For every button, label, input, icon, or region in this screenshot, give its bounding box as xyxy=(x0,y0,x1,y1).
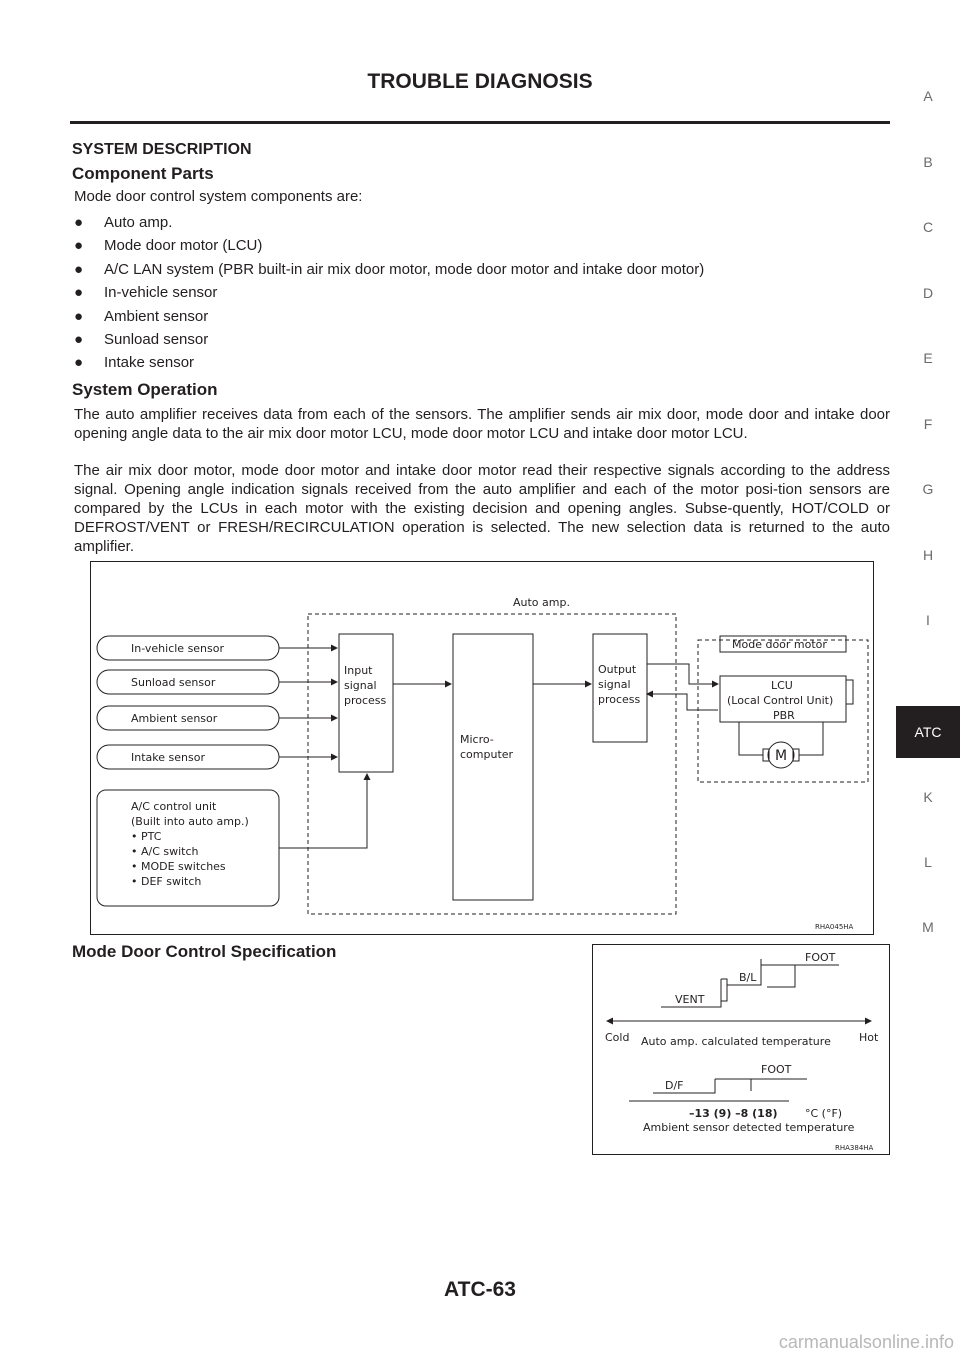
output-block-line: process xyxy=(598,693,641,706)
side-index-item[interactable]: L xyxy=(924,854,932,870)
spec-cold-label: Cold xyxy=(605,1031,630,1044)
side-index-item[interactable]: G xyxy=(922,481,934,497)
side-index-item[interactable]: A xyxy=(923,88,933,104)
system-operation-paragraph-1: The auto amplifier receives data from each of the sensors. The amplifier sends air mix door, mode door and intake door opening angle data to the air mix door motor LCU, mode door motor LCU and intake door motor LCU. xyxy=(74,406,890,442)
spec-diagram-figure xyxy=(592,944,890,1155)
spec-foot-label: FOOT xyxy=(805,951,836,964)
spec-bottom-axis-label: Ambient sensor detected temperature xyxy=(643,1121,855,1134)
lcu-line: PBR xyxy=(773,709,795,722)
spec-unit-label: °C (°F) xyxy=(805,1107,843,1120)
side-index-item[interactable]: D xyxy=(922,285,934,301)
input-block-line: signal xyxy=(344,679,377,692)
auto-amp-label: Auto amp. xyxy=(513,596,570,609)
list-item: ● Ambient sensor xyxy=(74,305,704,328)
sensor-label: Intake sensor xyxy=(131,751,205,764)
bullet-icon: ● xyxy=(74,307,84,325)
spec-hot-label: Hot xyxy=(859,1031,879,1044)
spec-top-axis-label: Auto amp. calculated temperature xyxy=(641,1035,831,1048)
component-parts-title: Component Parts xyxy=(72,164,214,183)
spec-vent-label: VENT xyxy=(675,993,705,1006)
motor-icon: M xyxy=(775,748,788,764)
list-item: ● In-vehicle sensor xyxy=(74,281,704,304)
list-item: ● Auto amp. xyxy=(74,211,704,234)
control-unit-line: (Built into auto amp.) xyxy=(131,815,249,828)
bullet-icon: ● xyxy=(74,260,84,278)
output-block-line: Output xyxy=(598,663,637,676)
list-item: ● Sunload sensor xyxy=(74,328,704,351)
spec-df-label: D/F xyxy=(665,1079,684,1092)
figure-code: RHA384HA xyxy=(835,1144,874,1152)
bullet-icon: ● xyxy=(74,330,84,348)
sensor-label: Ambient sensor xyxy=(131,712,218,725)
spec-foot-label-2: FOOT xyxy=(761,1063,792,1076)
side-index-item[interactable]: F xyxy=(923,416,933,432)
page-header-title: TROUBLE DIAGNOSIS xyxy=(367,70,593,93)
list-item: ● Mode door motor (LCU) xyxy=(74,234,704,257)
input-block-line: Input xyxy=(344,664,373,677)
micro-block-line: computer xyxy=(460,748,514,761)
block-diagram-figure xyxy=(90,561,874,935)
section-title: SYSTEM DESCRIPTION xyxy=(72,141,252,158)
side-index-item[interactable]: M xyxy=(922,919,934,935)
bullet-icon: ● xyxy=(74,237,84,255)
control-unit-line: • DEF switch xyxy=(131,875,202,888)
control-unit-line: A/C control unit xyxy=(131,800,217,813)
side-index xyxy=(896,88,960,948)
block-diagram-svg xyxy=(91,562,873,934)
side-index-item-active[interactable]: ATC xyxy=(896,706,960,758)
bullet-icon: ● xyxy=(74,284,84,302)
side-index-item[interactable]: B xyxy=(923,154,933,170)
side-index-item[interactable]: I xyxy=(926,612,930,628)
bullet-icon: ● xyxy=(74,214,84,231)
watermark: carmanualsonline.info xyxy=(778,1332,954,1352)
mode-door-motor-label: Mode door motor xyxy=(732,638,827,651)
side-index-item[interactable]: C xyxy=(922,219,934,235)
sensor-label: In-vehicle sensor xyxy=(131,642,225,655)
figure-code: RHA045HA xyxy=(815,923,854,931)
micro-block-line: Micro- xyxy=(460,733,494,746)
control-unit-line: • MODE switches xyxy=(131,860,226,873)
spec-diagram-svg xyxy=(593,945,889,1154)
list-item: ● Intake sensor xyxy=(74,351,704,374)
side-index-item[interactable]: H xyxy=(922,547,934,563)
system-operation-paragraph-2: The air mix door motor, mode door motor and intake door motor read their respective signals according to the address signal. Opening angle indication signals received from the auto amplifier and each of the motor posi-tion sensors are compared by the LCUs in each motor with the existing decision and opening angles. Subse-quently, HOT/COLD or DEFROST/VENT or FRESH/RECIRCULATION operation is selected. The new selection data is returned to the auto amplifier. xyxy=(74,462,890,555)
side-index-item[interactable]: E xyxy=(923,350,933,366)
bullet-icon: ● xyxy=(74,354,84,372)
component-list xyxy=(74,211,704,375)
lcu-line: LCU xyxy=(771,679,793,692)
side-index-item[interactable]: K xyxy=(923,789,933,805)
component-parts-intro: Mode door control system components are: xyxy=(74,188,363,205)
list-item: ● A/C LAN system (PBR built-in air mix door motor, mode door motor and intake door motor) xyxy=(74,258,704,281)
page-number: ATC-63 xyxy=(444,1278,516,1301)
control-unit-line: • PTC xyxy=(131,830,162,843)
input-block-line: process xyxy=(344,694,387,707)
sensor-label: Sunload sensor xyxy=(131,676,216,689)
control-unit-line: • A/C switch xyxy=(131,845,199,858)
output-block-line: signal xyxy=(598,678,631,691)
mode-door-spec-title: Mode Door Control Specification xyxy=(72,942,337,961)
spec-threshold-values: –13 (9) –8 (18) xyxy=(689,1107,778,1120)
lcu-line: (Local Control Unit) xyxy=(727,694,834,707)
header-rule xyxy=(70,121,890,124)
system-operation-title: System Operation xyxy=(72,380,218,399)
spec-bl-label: B/L xyxy=(739,971,757,984)
